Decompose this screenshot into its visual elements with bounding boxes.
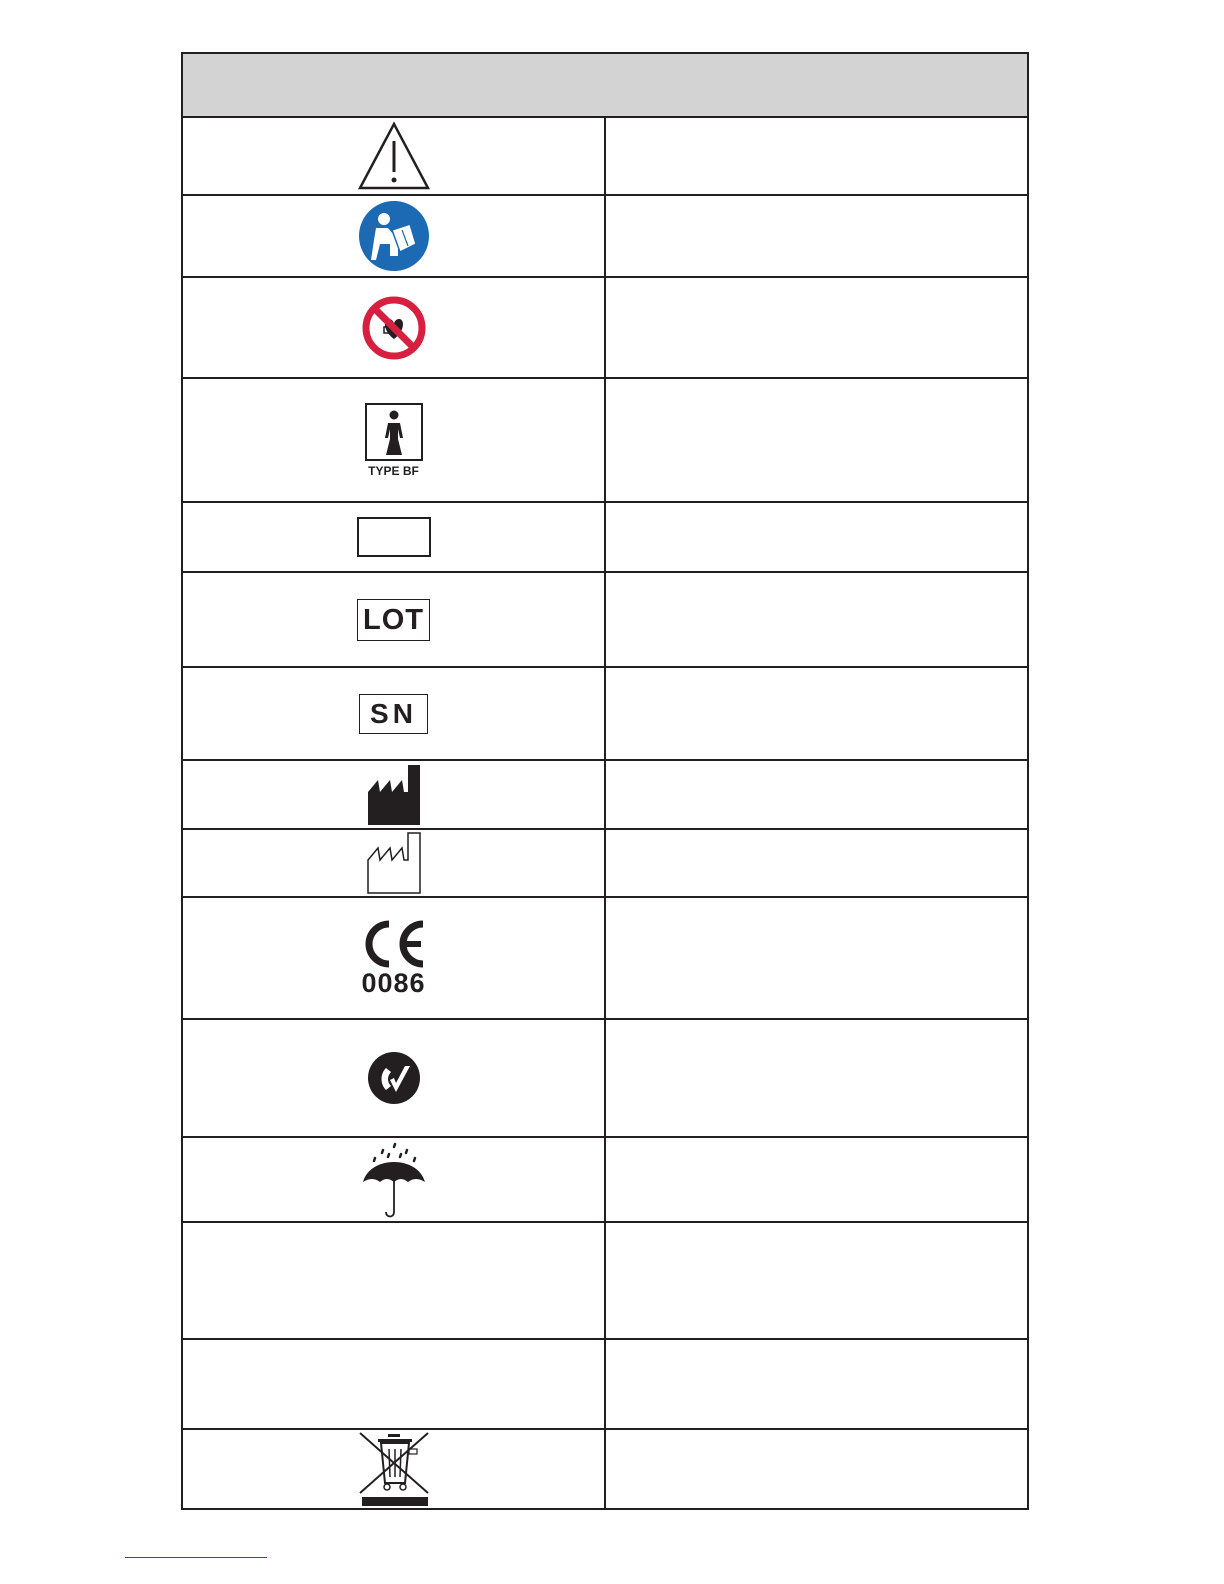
- symbol-description: [605, 1222, 1028, 1339]
- table-row: [182, 195, 1028, 277]
- symbol-description: [605, 378, 1028, 502]
- symbol-cell: [182, 117, 605, 195]
- table-row: [182, 1137, 1028, 1222]
- symbol-cell: [182, 572, 605, 667]
- symbol-description: [605, 572, 1028, 667]
- symbol-cell: [182, 378, 605, 502]
- serial-number-icon: SN: [359, 694, 428, 734]
- warning-triangle-icon: [358, 121, 430, 191]
- weee-bin-icon: [358, 1431, 430, 1507]
- table-row: [182, 897, 1028, 1019]
- symbol-description: [605, 117, 1028, 195]
- symbol-cell: [182, 1339, 605, 1429]
- symbol-cell: [182, 1019, 605, 1137]
- symbol-cell: [182, 829, 605, 897]
- table-row: [182, 117, 1028, 195]
- symbols-table: [181, 52, 1029, 1510]
- footer-link-underline: [125, 1557, 267, 1558]
- symbol-description: [605, 1429, 1028, 1509]
- symbol-description: [605, 667, 1028, 760]
- symbol-cell: [182, 1137, 605, 1222]
- blank-box-icon: [357, 517, 431, 557]
- manufacturer-icon: [366, 764, 422, 826]
- keep-dry-icon: [361, 1142, 427, 1218]
- c-tick-icon: [366, 1050, 422, 1106]
- table-row: [182, 1222, 1028, 1339]
- symbol-description: [605, 897, 1028, 1019]
- symbol-description: [605, 1137, 1028, 1222]
- table-header: [182, 53, 1028, 117]
- symbol-description: [605, 760, 1028, 829]
- symbol-cell: [182, 502, 605, 572]
- type-bf-icon: [365, 403, 423, 478]
- table-row: [182, 502, 1028, 572]
- no-pacemaker-icon: [361, 295, 427, 361]
- symbol-cell: [182, 1222, 605, 1339]
- table-row: [182, 760, 1028, 829]
- type-bf-label: TYPE BF: [368, 463, 419, 478]
- symbol-description: [605, 829, 1028, 897]
- symbol-description: [605, 502, 1028, 572]
- table-row: [182, 572, 1028, 667]
- table-row: [182, 1429, 1028, 1509]
- date-of-manufacture-icon: [366, 832, 422, 894]
- table-row: [182, 1339, 1028, 1429]
- ce-mark-icon: [361, 919, 427, 997]
- symbol-description: [605, 277, 1028, 378]
- symbol-description: [605, 195, 1028, 277]
- symbol-cell: [182, 897, 605, 1019]
- symbol-description: [605, 1019, 1028, 1137]
- table-row: [182, 667, 1028, 760]
- lot-icon: LOT: [357, 599, 430, 641]
- table-header-row: [182, 53, 1028, 117]
- ce-notified-body-number: 0086: [361, 968, 426, 998]
- symbol-description: [605, 1339, 1028, 1429]
- table-row: [182, 1019, 1028, 1137]
- symbol-cell: [182, 195, 605, 277]
- table-row: [182, 829, 1028, 897]
- symbol-cell: [182, 667, 605, 760]
- read-manual-icon: [358, 200, 430, 272]
- symbol-cell: [182, 760, 605, 829]
- table-row: [182, 277, 1028, 378]
- table-row: [182, 378, 1028, 502]
- symbol-cell: [182, 277, 605, 378]
- symbol-cell: [182, 1429, 605, 1509]
